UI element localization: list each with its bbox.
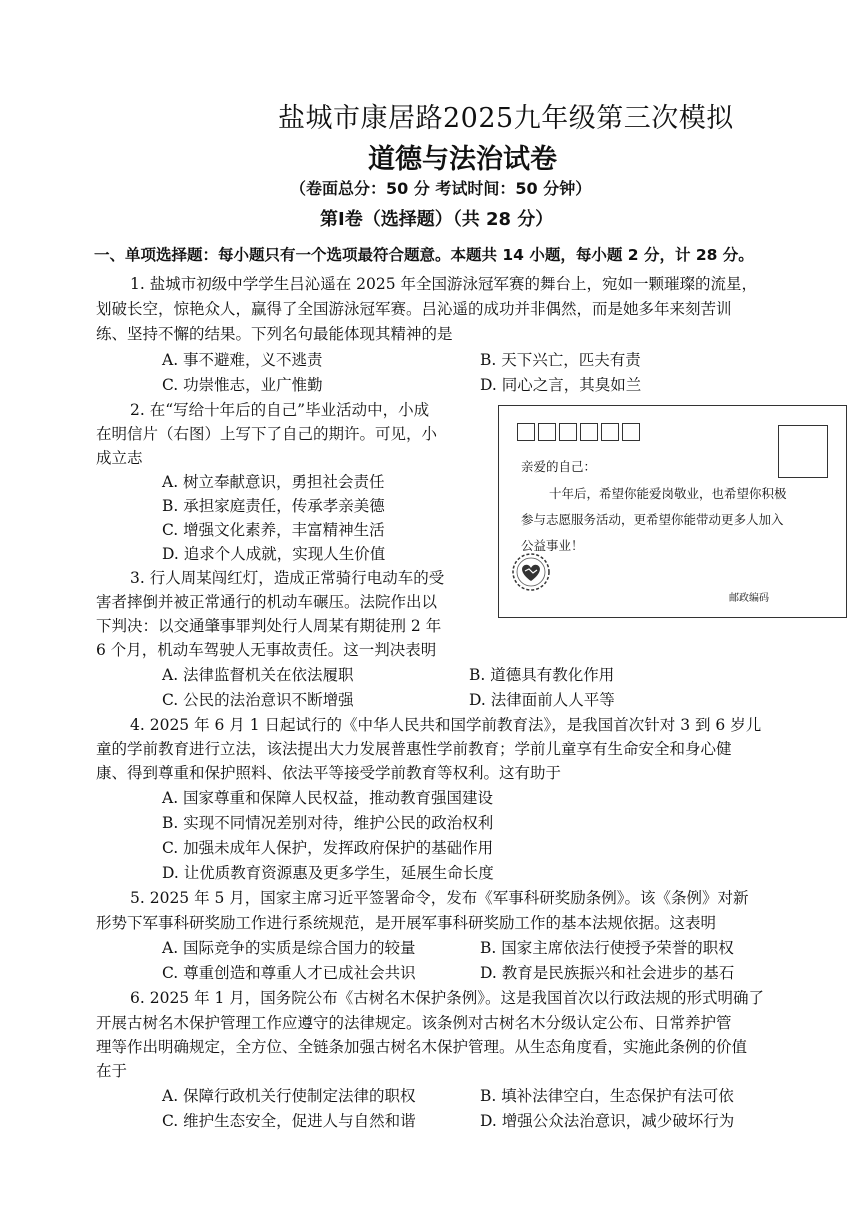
question-stem-line: 康、得到尊重和保护照料、依法平等接受学前教育等权利。这有助于: [96, 764, 562, 782]
option-b: B. 道德具有教化作用: [469, 666, 615, 684]
option-b: B. 填补法律空白，生态保护有法可依: [480, 1087, 734, 1105]
section-heading: 一、单项选择题：每小题只有一个选项最符合题意。本题共 14 小题，每小题 2 分，计 28 分。: [94, 246, 754, 264]
postcard-body-line: 十年后，希望你能爱岗敬业，也希望你积极: [549, 486, 787, 501]
option-d: D. 教育是民族振兴和社会进步的基石: [480, 964, 735, 982]
question-stem-line: 6. 2025 年 1 月，国务院公布《古树名木保护条例》。这是我国首次以行政法规的形式明确了: [130, 989, 765, 1007]
option-b: B. 承担家庭责任，传承孝亲美德: [162, 497, 385, 515]
question-stem-line: 2. 在“写给十年后的自己”毕业活动中，小成: [130, 401, 430, 419]
question-stem-line: 划破长空，惊艳众人，赢得了全国游泳冠军赛。吕沁遥的成功并非偶然，而是她多年来刻苦训: [96, 300, 732, 318]
exam-title: 盐城市康居路2025九年级第三次模拟: [278, 103, 734, 134]
question-stem-line: 4. 2025 年 6 月 1 日起试行的《中华人民共和国学前教育法》，是我国首次针对 3 到 6 岁儿: [130, 716, 762, 734]
question-stem-line: 下判决：以交通肇事罪判处行人周某有期徒刑 2 年: [96, 617, 442, 635]
zip-box: [517, 423, 535, 441]
option-c: C. 功崇惟志，业广惟勤: [162, 376, 323, 394]
option-a: A. 事不避难，义不逃责: [162, 351, 323, 369]
question-stem-line: 6 个月，机动车驾驶人无事故责任。这一判决表明: [96, 641, 437, 659]
option-a: A. 保障行政机关行使制定法律的职权: [162, 1087, 416, 1105]
option-b: B. 天下兴亡，匹夫有责: [480, 351, 641, 369]
stamp-box: [778, 425, 828, 478]
option-d: D. 法律面前人人平等: [469, 691, 615, 709]
option-c: C. 公民的法治意识不断增强: [162, 691, 354, 709]
option-a: A. 法律监督机关在依法履职: [162, 666, 354, 684]
option-c: C. 加强未成年人保护，发挥政府保护的基础作用: [162, 839, 494, 857]
zip-box: [559, 423, 577, 441]
option-c: C. 增强文化素养，丰富精神生活: [162, 521, 385, 539]
option-d: D. 追求个人成就，实现人生价值: [162, 545, 386, 563]
postal-code-label: 邮政编码: [729, 593, 769, 604]
zip-box: [601, 423, 619, 441]
question-stem-line: 5. 2025 年 5 月，国家主席习近平签署命令，发布《军事科研奖励条例》。该《条例》对新: [130, 889, 749, 907]
option-d: D. 同心之言，其臭如兰: [480, 376, 642, 394]
option-c: C. 尊重创造和尊重人才已成社会共识: [162, 964, 416, 982]
question-stem-line: 成立志: [96, 449, 143, 467]
question-stem-line: 1. 盐城市初级中学学生吕沁遥在 2025 年全国游泳冠军赛的舞台上，宛如一颗璀璨的流星，: [130, 275, 758, 293]
option-b: B. 实现不同情况差别对待，维护公民的政治权利: [162, 814, 494, 832]
question-stem-line: 害者摔倒并被正常通行的机动车碾压。法院作出以: [96, 593, 438, 611]
exam-info: （卷面总分：50 分 考试时间：50 分钟）: [290, 179, 592, 198]
option-a: A. 国家尊重和保障人民权益，推动教育强国建设: [162, 789, 494, 807]
question-stem-line: 形势下军事科研奖励工作进行系统规范，是开展军事科研奖励工作的基本法规依据。这表明: [96, 914, 717, 932]
option-c: C. 维护生态安全，促进人与自然和谐: [162, 1112, 416, 1130]
option-a: A. 树立奉献意识，勇担社会责任: [162, 473, 385, 491]
question-stem-line: 理等作出明确规定，全方位、全链条加强古树名木保护管理。从生态角度看，实施此条例的价值: [96, 1038, 748, 1056]
option-d: D. 让优质教育资源惠及更多学生，延展生命长度: [162, 864, 494, 882]
zip-box: [538, 423, 556, 441]
option-a: A. 国际竞争的实质是综合国力的较量: [162, 939, 416, 957]
question-stem-line: 在明信片（右图）上写下了自己的期许。可见，小: [96, 425, 438, 443]
zip-box: [622, 423, 640, 441]
postcard-greeting: 亲爱的自己：: [521, 459, 597, 474]
question-stem-line: 开展古树名木保护管理工作应遵守的法律规定。该条例对古树名木分级认定公布、日常养护管: [96, 1014, 732, 1032]
heart-seal-icon: [511, 552, 551, 592]
question-stem-line: 童的学前教育进行立法，该法提出大力发展普惠性学前教育；学前儿童享有生命安全和身心健: [96, 740, 732, 758]
postcard-body-line: 公益事业！: [521, 538, 584, 553]
zip-box: [580, 423, 598, 441]
postcard-figure: [498, 405, 847, 618]
exam-subject: 道德与法治试卷: [368, 144, 557, 175]
volume-heading: 第Ⅰ卷（选择题）（共 28 分）: [320, 209, 554, 230]
zip-code-boxes: [517, 423, 640, 441]
postcard-body-line: 参与志愿服务活动，更希望你能带动更多人加入: [521, 512, 784, 527]
option-b: B. 国家主席依法行使授予荣誉的职权: [480, 939, 734, 957]
question-stem-line: 3. 行人周某闯红灯，造成正常骑行电动车的受: [130, 569, 445, 587]
option-d: D. 增强公众法治意识，减少破坏行为: [480, 1112, 735, 1130]
question-stem-line: 在于: [96, 1062, 128, 1080]
question-stem-line: 练、坚持不懈的结果。下列名句最能体现其精神的是: [96, 325, 453, 343]
